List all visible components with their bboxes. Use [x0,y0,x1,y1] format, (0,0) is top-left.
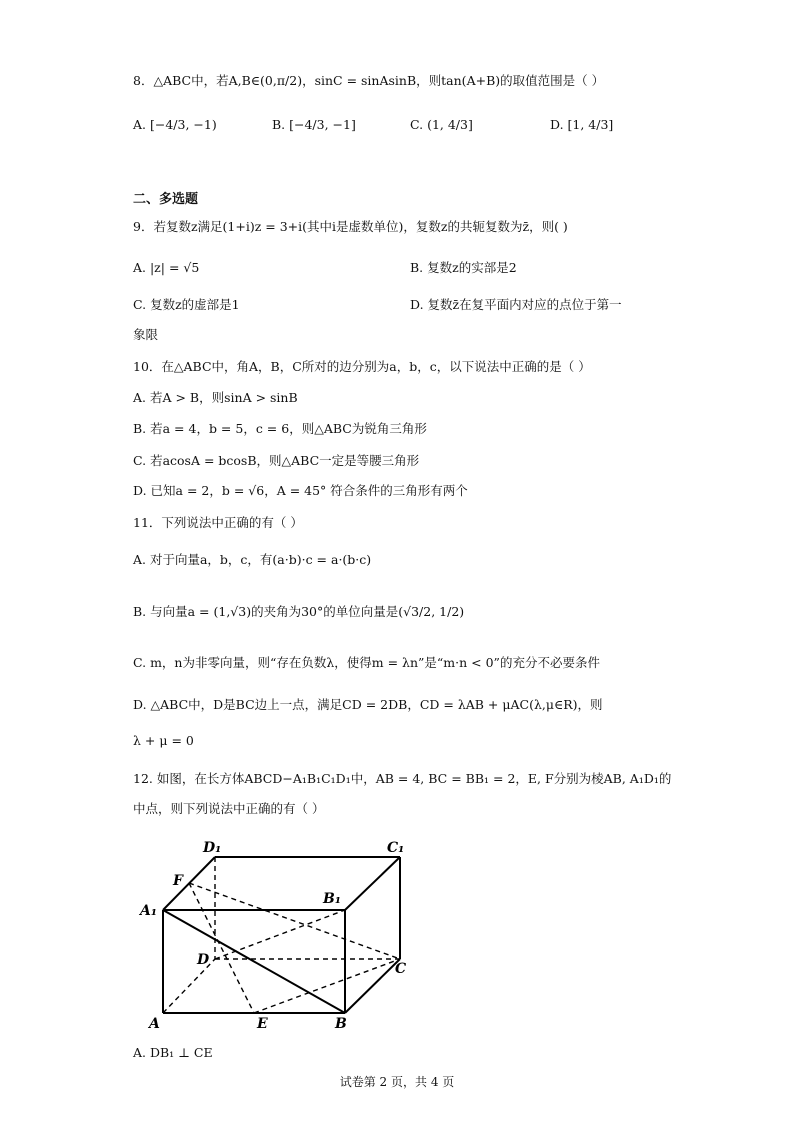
q10-stem: 10．在△ABC中，角A，B，C所对的边分别为a，b，c，以下说法中正确的是（ ） [133,359,591,374]
section-title: 二、多选题 [133,192,199,207]
q8-option-a: A. [−4/3, −1) [133,117,217,132]
segment-ec-hidden [254,959,400,1013]
q9-option-c: C. 复数z的虚部是1 [133,297,240,312]
label-a: A [149,1016,160,1032]
edge-b1c1 [345,857,400,910]
segment-fc-hidden [189,883,400,959]
q10-option-d: D. 已知a = 2，b = √6，A = 45° 符合条件的三角形有两个 [133,483,468,498]
edge-bc [345,959,400,1013]
q9-stem: 9．若复数z满足(1+i)z = 3+i(其中i是虚数单位)，复数z的共轭复数为z̄，则( ) [133,219,568,234]
q9-option-b: B. 复数z的实部是2 [410,260,517,275]
q12-stem-cont: 中点，则下列说法中正确的有（ ） [133,801,325,816]
label-f: F [173,873,183,889]
q8-stem: 8．△ABC中，若A,B∈(0,π/2)，sinC = sinAsinB，则tan(A+B)的取值范围是（ ） [133,73,605,88]
q8-option-c: C. (1, 4/3] [410,117,473,132]
label-d1: D₁ [203,840,222,856]
q11-option-d: D. △ABC中，D是BC边上一点，满足CD = 2DB，CD = λAB + μAC(λ,μ∈R)，则 [133,697,603,712]
q11-option-d-cont: λ + μ = 0 [133,733,194,748]
q12-stem: 12. 如图，在长方体ABCD−A₁B₁C₁D₁中，AB = 4, BC = BB₁ = 2，E, F分别为棱AB, A₁D₁的 [133,771,672,786]
q10-option-b: B. 若a = 4，b = 5，c = 6，则△ABC为锐角三角形 [133,421,427,436]
q11-stem: 11．下列说法中正确的有（ ） [133,515,303,530]
page-footer: 试卷第 2 页，共 4 页 [339,1075,455,1089]
q9-option-d: D. 复数z̄在复平面内对应的点位于第一 [410,297,622,312]
q11-option-c: C. m，n为非零向量，则“存在负数λ，使得m = λn”是“m·n < 0”的充分不必要条件 [133,655,600,670]
q8-option-d: D. [1, 4/3] [550,117,614,132]
q9-option-a: A. |z| = √5 [133,260,200,275]
q9-option-d-cont: 象限 [133,327,159,342]
label-e: E [257,1016,268,1032]
q12-option-a: A. DB₁ ⊥ CE [133,1045,213,1060]
label-c: C [395,961,407,977]
label-c1: C₁ [387,840,405,856]
label-a1: A₁ [140,903,157,919]
label-b1: B₁ [323,891,341,907]
segment-a1b [163,910,345,1013]
label-d: D [197,952,210,968]
cuboid-figure [135,835,425,1035]
q11-option-a: A. 对于向量a，b，c，有(a·b)·c = a·(b·c) [133,552,372,567]
segment-db1-hidden [215,910,345,959]
q10-option-a: A. 若A > B，则sinA > sinB [133,390,298,405]
q11-option-b: B. 与向量a = (1,√3)的夹角为30°的单位向量是(√3/2, 1/2) [133,604,465,619]
label-b: B [335,1016,347,1032]
q10-option-c: C. 若acosA = bcosB，则△ABC一定是等腰三角形 [133,453,420,468]
q8-option-b: B. [−4/3, −1] [272,117,356,132]
